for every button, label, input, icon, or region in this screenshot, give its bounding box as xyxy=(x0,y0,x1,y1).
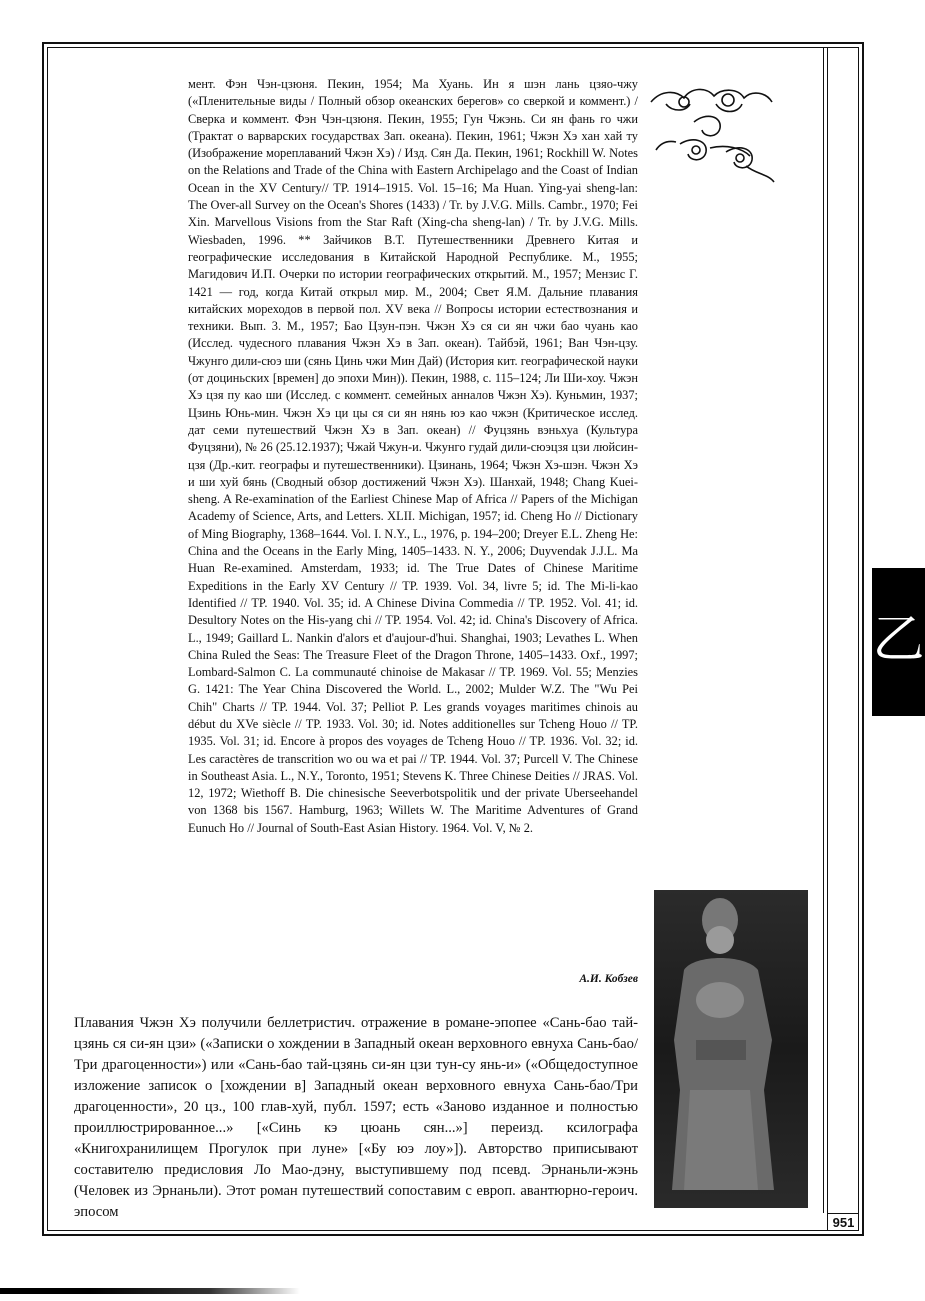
zheng-he-statue-photo xyxy=(654,890,808,1208)
margin-rule xyxy=(823,47,824,1213)
main-text-block xyxy=(74,1013,638,1223)
bibliography-block xyxy=(188,76,638,837)
section-tab-glyph: 乙 xyxy=(872,610,925,670)
bibliography-text: мент. Фэн Чэн-цзюня. Пекин, 1954; Ма Хуань. Ин я шэн лань цзяо-чжу («Пленительные виды / Полный обзор океанских берегов» со сверкой и коммент.) / Сверка и коммент. Фэн Чэн-цзюня. Пекин, 1955; Гун Чжэнь. Си ян фань го чжи (Трактат о варварских государствах Зап. океана). Пекин, 1961; Чжэн Хэ хан хай ту (Изображение мореплаваний Чжэн Хэ) / Изд. Сян Да. Пекин, 1961; Rockhill W. Notes on the Relations and Trade of the China with Eastern Archipelago and the Coast of Indian Ocean in the XV Century// TP. 1914–1915. Vol. 15–16; Ma Huan. Ying-yai sheng-lan: The Over-all Survey on the Ocean's Shores (1433) / Tr. by J.V.G. Mills. Cambr., 1970; Fei Xin. Marvellous Visions from the Star Raft (Xing-cha sheng-lan) / Tr. by J.V.G. Mills. Wiesbaden, 1996. ** Зайчиков В.Т. Путешественники Древнего Китая и географические исследования в Китайской Народной Республике. М., 1955; Магидович И.П. Очерки по истории географических открытий. М., 1957; Мензис Г. 1421 — год, когда Китай открыл мир. М., 2004; Свет Я.М. Дальние плавания китайских мореходов в первой пол. XV века // Вопросы истории естествознания и техники. Вып. 3. М., 1957; Бао Цзун-пэн. Чжэн Хэ ся си ян чжи бао чуань као (Исслед. чудесного плавания Чжэн Хэ в Зап. океан). Тайбэй, 1961; Ван Чэн-цзу. Чжунго дили-сюэ ши (сянь Цинь чжи Мин Дай) (История кит. географической науки (от доциньских [времен] до эпохи Мин)). Пекин, 1988, с. 115–124; Ли Ши-хоу. Чжэн Хэ цзя пу као ши (Исслед. с коммент. семейных анналов Чжэн Хэ). Куньмин, 1937; Цзинь Юнь-мин. Чжэн Хэ ци цы ся си ян нянь юэ као чжэн (Критическое исслед. дат семи путешествий Чжэн Хэ в Зап. океан) // Фуцзянь вэньхуа (Культура Фуцзяни), № 26 (25.12.1937); Чжай Чжун-и. Чжунго гудай дили-сюэцзя цзи люйсин-цзя (Др.-кит. географы и путешественники). Цзинань, 1964; Чжэн Хэ-шэн. Чжэн Хэ и ши хуй бянь (Сводный обзор достижений Чжэн Хэ). Шанхай, 1948; Chang Kuei-sheng. A Re-examination of the Earliest Chinese Map of Africa // Papers of the Michigan Academy of Science, Arts, and Letters. XLII. Michigan, 1957; id. Cheng Ho // Dictionary of Ming Biography, 1368–1644. Vol. I. N.Y., L., 1976, p. 194–200; Dreyer E.L. Zheng He: China and the Oceans in the Early Ming, 1405–1433. N. Y., 2006; Duyvendak J.J.L. Ma Huan Re-examined. Amsterdam, 1933; id. The True Dates of Chinese Maritime Expeditions in the Early XV Century // TP. 1939. Vol. 34, livre 5; id. The Mi-li-kao Identified // TP. 1940. Vol. 35; id. A Chinese Divina Commedia // TP. 1952. Vol. 41; id. Desultory Notes on the His-yang chi // TP. 1954. Vol. 42; id. China's Discovery of Africa. L., 1949; Gaillard L. Nankin d'alors et d'aujour-d'hui. Shanghai, 1903; Levathes L. When China Ruled the Seas: The Treasure Fleet of the Dragon Throne, 1405–1433. Oxf., 1997; Lombard-Salmon C. La communauté chinoise de Makasar // TP. 1969. Vol. 55; Menzies G. 1421: The Year China Discovered the World. L., 2002; Mulder W.Z. The "Wu Pei Chih" Charts // TP. 1944. Vol. 37; Pelliot P. Les grands voyages maritimes chinois au début du XVe siècle // TP. 1933. Vol. 30; id. Notes additionelles sur Tcheng Houo // TP. 1935. Vol. 31; id. Encore à propos des voyages de Tcheng Houo // TP. 1936. Vol. 32; id. Les caractères de transcrition wo ou wa et pai // TP. 1944. Vol. 37; Purcell V. The Chinese in Southeast Asia. L., N.Y., Toronto, 1951; Stevens K. Three Chinese Deities // JRAS. Vol. 12, 1972; Wiethoff B. Die chinesische Seeverbotspolitik und der private Uberseehandel von 1368 bis 1567. Hamburg, 1963; Willets W. The Maritime Adventures of Grand Eunuch Ho // Journal of South-East Asian History. 1964. Vol. V, № 2. xyxy=(188,77,638,835)
main-paragraph: Плавания Чжэн Хэ получили беллетристич. отражение в романе-эпопее «Сань-бао тай-цзянь ся си-ян цзи» («Записки о хождении в Западный океан верховного евнуха Сань-бао/Три драгоценности») или «Сань-бао тай-цзянь си-ян цзи тун-су янь-и» («Общедоступное изложение записок о [хождении в] Западный океан верховного евнуха Сань-бао/Три драгоценности», 20 цз., 100 глав-хуй, публ. 1597; есть «Заново изданное и полностью проиллюстрированное...» [«Синь кэ цюань сян...»] переизд. ксилографа «Книгохранилищем Прогулок при луне» [«Бу юэ лоу»]). Авторство приписывают составителю предисловия Ло Мао-дэну, выступившему под псевд. Эрнаньли-жэнь (Человек из Эрнаньли). Этот роман путешествий сопоставим с европ. авантюрно-героич. эпосом xyxy=(74,1015,638,1220)
statue-figure-icon xyxy=(654,890,808,1208)
margin-rule-2 xyxy=(827,47,828,1213)
page-number: 951 xyxy=(827,1213,859,1231)
cloud-ornament-icon xyxy=(646,82,778,192)
article-author: А.И. Кобзев xyxy=(579,973,638,985)
scan-edge-mark xyxy=(0,1288,300,1294)
